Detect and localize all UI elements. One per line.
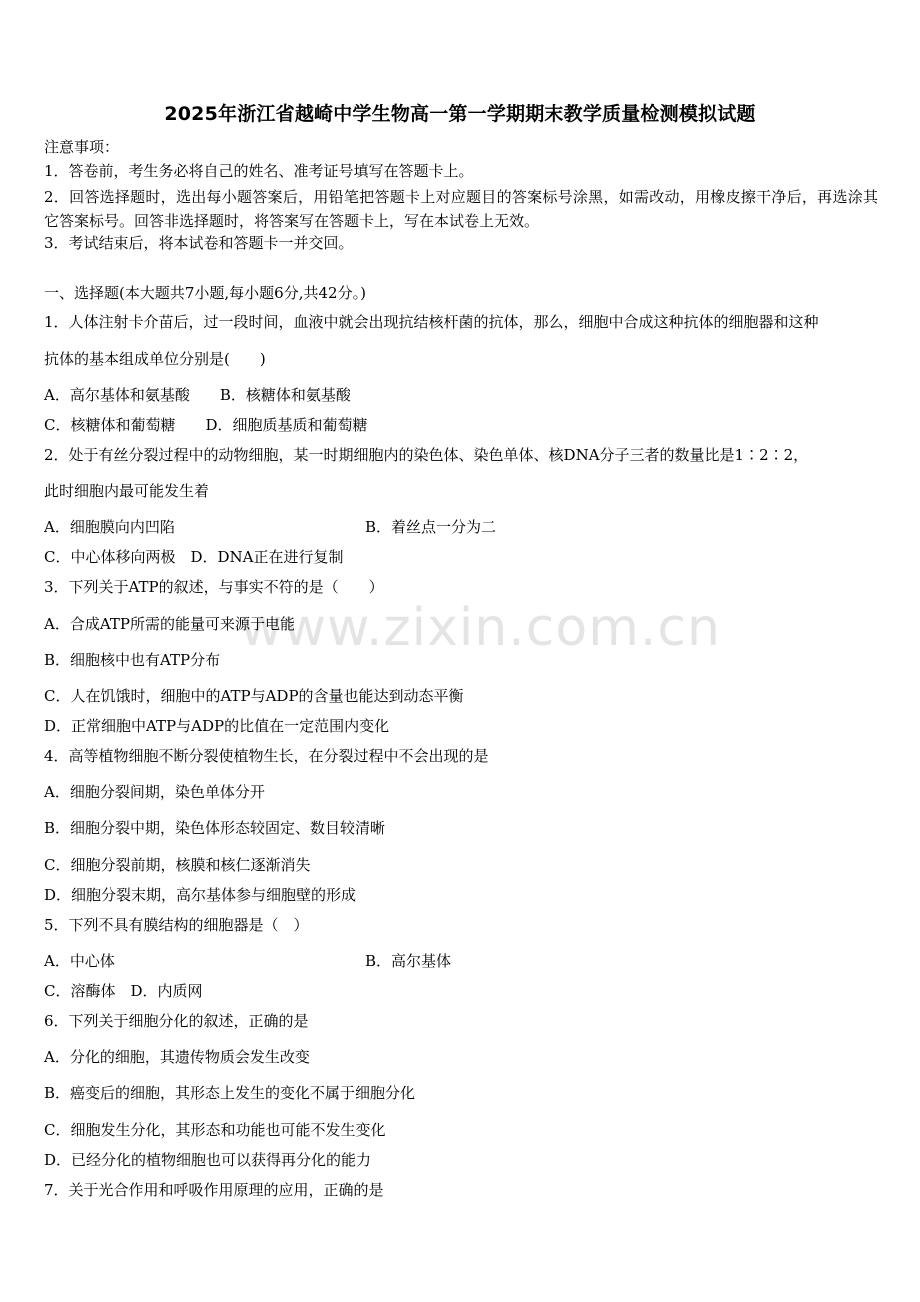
question-6-option-a: A．分化的细胞，其遗传物质会发生改变 — [44, 1048, 310, 1066]
question-2-option-b: B．着丝点一分为二 — [365, 518, 497, 536]
question-4-stem: 4．高等植物细胞不断分裂使植物生长，在分裂过程中不会出现的是 — [44, 747, 489, 765]
question-4-option-c: C．细胞分裂前期，核膜和核仁逐渐消失 — [44, 856, 311, 874]
question-3-option-d: D．正常细胞中ATP与ADP的比值在一定范围内变化 — [44, 717, 390, 735]
question-7-stem: 7．关于光合作用和呼吸作用原理的应用，正确的是 — [44, 1181, 384, 1199]
question-1-stem-line-2: 抗体的基本组成单位分别是( ) — [44, 350, 266, 368]
question-2-stem-line-2: 此时细胞内最可能发生着 — [44, 482, 210, 500]
question-3-option-b: B．细胞核中也有ATP分布 — [44, 651, 221, 669]
question-2-stem-line-1: 2．处于有丝分裂过程中的动物细胞，某一时期细胞内的染色体、染色单体、核DNA分子三者的数量比是1∶2∶2， — [44, 446, 809, 464]
notice-item-2: 2．回答选择题时，选出每小题答案后，用铅笔把答题卡上对应题目的答案标号涂黑，如需改动，用橡皮擦干净后，再选涂其它答案标号。回答非选择题时，将答案写在答题卡上，写在本试卷上无效。 — [44, 188, 878, 230]
notice-item-3: 3．考试结束后，将本试卷和答题卡一并交回。 — [44, 234, 354, 252]
question-1-options-row-2: C．核糖体和葡萄糖 D．细胞质基质和葡萄糖 — [44, 416, 368, 434]
question-4-option-b: B．细胞分裂中期，染色体形态较固定、数目较清晰 — [44, 819, 386, 837]
notice-heading: 注意事项： — [44, 138, 120, 156]
question-3-option-c: C．人在饥饿时，细胞中的ATP与ADP的含量也能达到动态平衡 — [44, 687, 464, 705]
notice-item-1: 1．答卷前，考生务必将自己的姓名、准考证号填写在答题卡上。 — [44, 162, 474, 180]
question-1-stem-line-1: 1．人体注射卡介苗后，过一段时间，血液中就会出现抗结核杆菌的抗体，那么，细胞中合成这种抗体的细胞器和这种 — [44, 313, 819, 331]
question-6-stem: 6．下列关于细胞分化的叙述，正确的是 — [44, 1012, 309, 1030]
question-3-stem: 3．下列关于ATP的叙述，与事实不符的是（ ） — [44, 578, 384, 596]
question-3-option-a: A．合成ATP所需的能量可来源于电能 — [44, 615, 295, 633]
question-6-option-d: D．已经分化的植物细胞也可以获得再分化的能力 — [44, 1151, 372, 1169]
question-2-option-a: A．细胞膜向内凹陷 — [44, 518, 175, 536]
page-title: 2025年浙江省越崎中学生物高一第一学期期末教学质量检测模拟试题 — [164, 103, 756, 125]
question-2-options-row-2: C．中心体移向两极 D．DNA正在进行复制 — [44, 548, 344, 566]
question-6-option-c: C．细胞发生分化，其形态和功能也可能不发生变化 — [44, 1121, 386, 1139]
question-5-stem: 5．下列不具有膜结构的细胞器是（ ） — [44, 916, 309, 934]
watermark: www.zixin.com.cn — [240, 598, 721, 658]
question-4-option-a: A．细胞分裂间期，染色单体分开 — [44, 783, 265, 801]
question-4-option-d: D．细胞分裂末期，高尔基体参与细胞壁的形成 — [44, 886, 357, 904]
question-5-option-a: A．中心体 — [44, 952, 115, 970]
question-5-option-b: B．高尔基体 — [365, 952, 452, 970]
question-1-options-row-1: A．高尔基体和氨基酸 B．核糖体和氨基酸 — [44, 386, 351, 404]
section-heading: 一、选择题(本大题共7小题,每小题6分,共42分。) — [44, 284, 366, 302]
question-6-option-b: B．癌变后的细胞，其形态上发生的变化不属于细胞分化 — [44, 1084, 416, 1102]
question-5-options-row-2: C．溶酶体 D．内质网 — [44, 982, 203, 1000]
